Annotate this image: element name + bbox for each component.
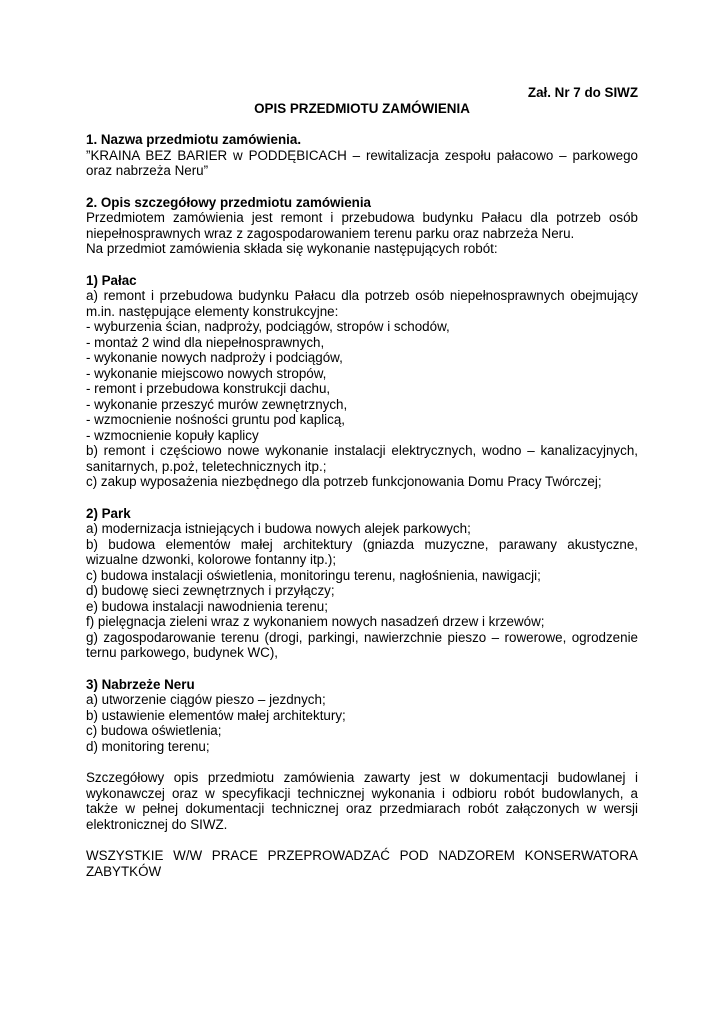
- list-item: - wykonanie nowych nadproży i podciągów,: [86, 350, 343, 365]
- list-item: - wyburzenia ścian, nadproży, podciągów, stropów i schodów,: [86, 319, 450, 334]
- section-2-text: Przedmiotem zamówienia jest remont i przebudowa budynku Pałacu dla potrzeb osób niepełnosprawnych wraz z zagospodarowaniem terenu parku oraz nabrzeża Neru.: [86, 210, 638, 241]
- section-1-text: ”KRAINA BEZ BARIER w PODDĘBICACH – rewitalizacja zespołu pałacowo – parkowego oraz nabrzeża Neru”: [86, 147, 638, 178]
- palac-item-a: a) remont i przebudowa budynku Pałacu dla potrzeb osób niepełnosprawnych obejmujący m.in. następujące elementy konstrukcyjne:: [86, 288, 638, 319]
- park-item-f: f) pielęgnacja zieleni wraz z wykonaniem nowych nasadzeń drzew i krzewów;: [86, 614, 545, 629]
- list-item: - wykonanie przeszyć murów zewnętrznych,: [86, 396, 348, 412]
- document-body: [86, 85, 638, 879]
- list-item: d) monitoring terenu;: [86, 738, 210, 754]
- list-item: - wzmocnienie kopuły kaplicy: [86, 427, 259, 443]
- palac-item-c: c) zakup wyposażenia niezbędnego dla potrzeb funkcjonowania Domu Pracy Twórczej;: [86, 474, 602, 489]
- park-item-a: a) modernizacja istniejących i budowa nowych alejek parkowych;: [86, 521, 471, 536]
- palac-item-b: b) remont i częściowo nowe wykonanie instalacji elektrycznych, wodno – kanalizacyjnych, sanitarnych, p.poż, teletechnicznych itp.;: [86, 443, 638, 474]
- park-item-b: b) budowa elementów małej architektury (gniazda muzyczne, parawany akustyczne, wizualne dzwonki, kolorowe fontanny itp.);: [86, 536, 638, 567]
- park-item-d: d) budowę sieci zewnętrznych i przyłączy;: [86, 583, 335, 598]
- section-2-heading: 2. Opis szczegółowy przedmiotu zamówienia: [86, 194, 371, 210]
- document-title: OPIS PRZEDMIOTU ZAMÓWIENIA: [254, 100, 470, 116]
- nabrzeze-heading: 3) Nabrzeże Neru: [86, 676, 195, 692]
- palac-works-list: [86, 319, 638, 443]
- park-heading: 2) Park: [86, 505, 131, 521]
- park-item-g: g) zagospodarowanie terenu (drogi, parkingi, nawierzchnie pieszo – rowerowe, ogrodzenie ternu parkowego, budynek WC),: [86, 629, 638, 660]
- attachment-label: Zał. Nr 7 do SIWZ: [527, 85, 638, 100]
- palac-heading: 1) Pałac: [86, 272, 137, 288]
- nabrzeze-works-list: [86, 692, 638, 754]
- list-item: a) utworzenie ciągów pieszo – jezdnych;: [86, 692, 326, 707]
- list-item: - wykonanie miejscowo nowych stropów,: [86, 365, 327, 381]
- list-item: c) budowa oświetlenia;: [86, 723, 222, 738]
- list-item: - wzmocnienie nośności gruntu pod kaplicą,: [86, 412, 346, 427]
- conservator-notice: WSZYSTKIE W/W PRACE PRZEPROWADZAĆ POD NADZOREM KONSERWATORA ZABYTKÓW: [86, 848, 638, 879]
- park-item-c: c) budowa instalacji oświetlenia, monitoringu terenu, nagłośnienia, nawigacji;: [86, 567, 541, 583]
- closing-paragraph: Szczegółowy opis przedmiotu zamówienia zawarty jest w dokumentacji budowlanej i wykonawczej oraz w specyfikacji technicznej wykonania i odbioru robót budowlanych, a także w pełnej dokumentacji technicznej oraz przedmiarach robót załączonych w wersji elektronicznej do SIWZ.: [86, 770, 638, 832]
- section-1-heading: 1. Nazwa przedmiotu zamówienia.: [86, 132, 302, 147]
- list-item: - montaż 2 wind dla niepełnosprawnych,: [86, 334, 325, 350]
- list-item: b) ustawienie elementów małej architektury;: [86, 707, 346, 723]
- park-item-e: e) budowa instalacji nawodnienia terenu;: [86, 598, 328, 614]
- list-item: - remont i przebudowa konstrukcji dachu,: [86, 381, 331, 396]
- section-2-intro: Na przedmiot zamówienia składa się wykonanie następujących robót:: [86, 241, 498, 256]
